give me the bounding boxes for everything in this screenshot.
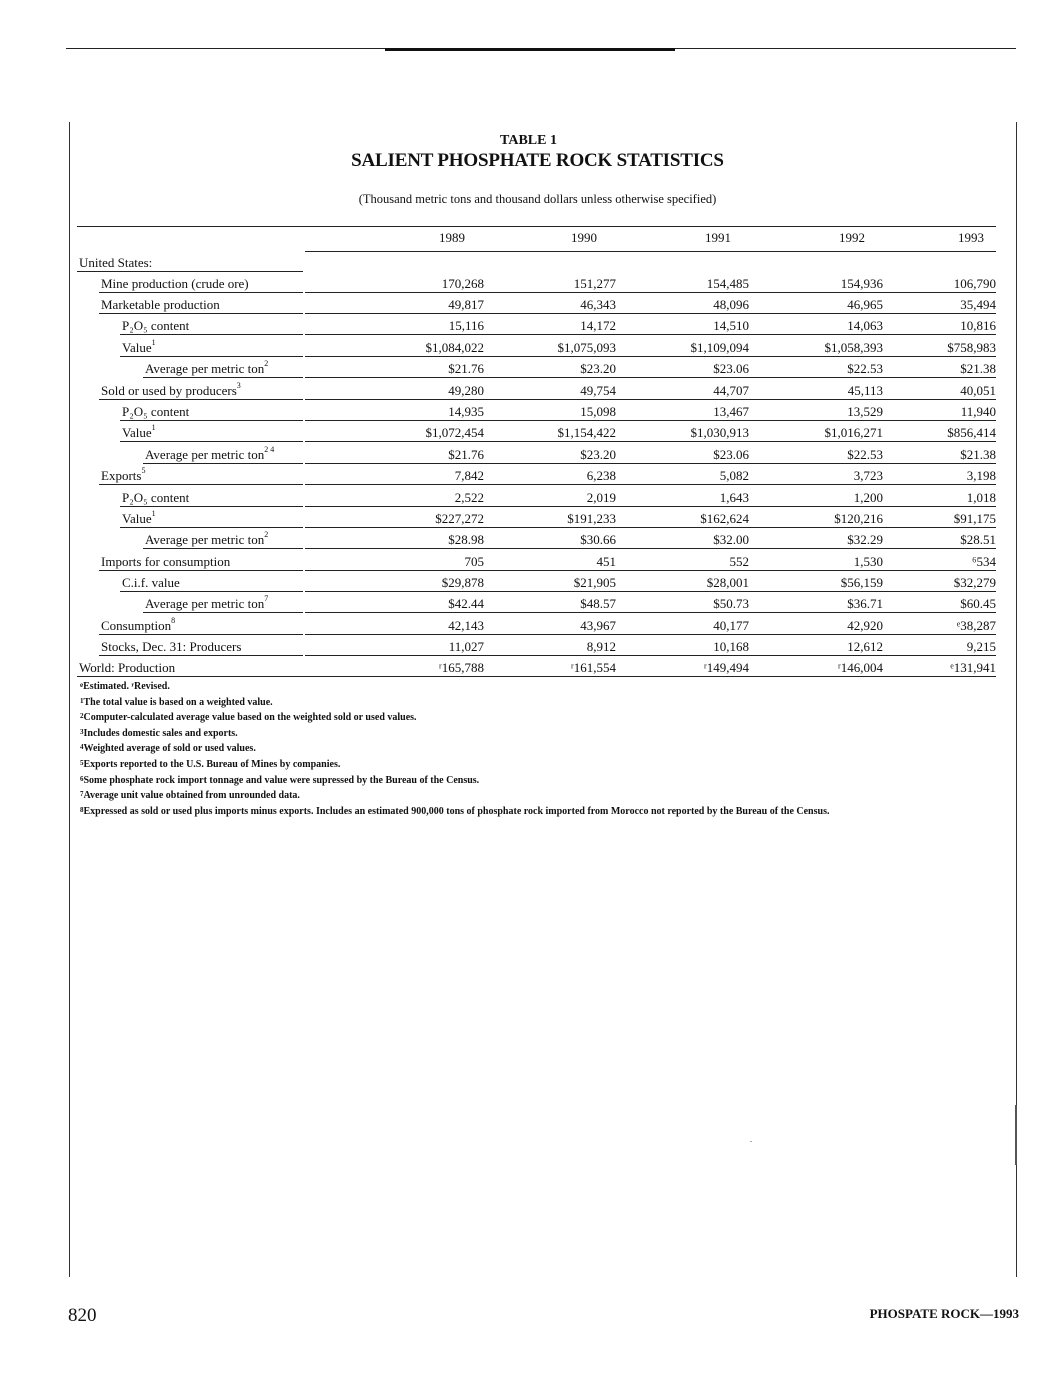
table-row bbox=[77, 550, 996, 571]
footnote-mark: 3 bbox=[80, 727, 84, 736]
cell-value: 1,200 bbox=[853, 490, 883, 505]
row-label: P₂O₅ content bbox=[122, 404, 190, 419]
footnote-ref: 2 bbox=[264, 530, 269, 539]
cell-value: $91,175 bbox=[953, 511, 996, 526]
table-row bbox=[77, 357, 996, 378]
cell-value: 9,215 bbox=[966, 639, 996, 654]
table-row bbox=[77, 592, 996, 613]
footnote-mark: 1 bbox=[80, 696, 84, 705]
cell-value: 46,343 bbox=[580, 297, 616, 312]
row-label: P₂O₅ content bbox=[122, 318, 190, 333]
cell-value: ʳ161,554 bbox=[570, 660, 616, 675]
footnote-text: Expressed as sold or used plus imports minus exports. Includes an estimated 900,000 tons of phosphate rock imported from Morocco not reported by the Bureau of the Census. bbox=[83, 805, 830, 817]
footnote bbox=[80, 710, 829, 726]
cell-value: 170,268 bbox=[441, 276, 484, 291]
cell-value: 15,098 bbox=[580, 404, 616, 419]
cell-value: 14,935 bbox=[448, 404, 484, 419]
footnote-mark: 8 bbox=[80, 805, 84, 814]
cell-value: 49,754 bbox=[580, 383, 616, 398]
cell-value: 49,280 bbox=[448, 383, 484, 398]
cell-value: 151,277 bbox=[573, 276, 616, 291]
footnote-ref: 1 bbox=[151, 423, 156, 432]
footnote bbox=[80, 788, 829, 804]
cell-value: $1,030,913 bbox=[690, 425, 749, 440]
cell-value: 14,063 bbox=[847, 318, 883, 333]
table-row bbox=[77, 528, 996, 549]
cell-value: 42,920 bbox=[847, 618, 883, 633]
cell-value: 10,168 bbox=[713, 639, 749, 654]
cell-value: $856,414 bbox=[947, 425, 996, 440]
table-row bbox=[77, 336, 996, 357]
footnote-mark: 4 bbox=[80, 743, 84, 752]
cell-value: 1,018 bbox=[966, 490, 996, 505]
row-label: World: Production bbox=[79, 660, 176, 675]
cell-value: 42,143 bbox=[448, 618, 484, 633]
footnote-ref: 2 4 bbox=[264, 445, 275, 454]
footnote-text: Estimated. ʳRevised. bbox=[83, 681, 170, 692]
cell-value: 1,643 bbox=[719, 490, 749, 505]
header-rule-accent bbox=[385, 48, 675, 51]
footnote-ref: 3 bbox=[236, 381, 241, 390]
cell-value: ʳ165,788 bbox=[438, 660, 484, 675]
cell-value: 14,510 bbox=[713, 318, 749, 333]
footnote-text: Some phosphate rock import tonnage and value were supressed by the Bureau of the Census. bbox=[83, 774, 480, 786]
table-row bbox=[77, 421, 996, 442]
row-label: Consumption$^8$ bbox=[101, 616, 176, 633]
cell-value: $1,016,271 bbox=[824, 425, 883, 440]
footnote bbox=[80, 726, 829, 742]
cell-value: 451 bbox=[596, 554, 616, 569]
cell-value: $21.38 bbox=[960, 447, 996, 462]
cell-value: 40,051 bbox=[960, 383, 996, 398]
row-label: Marketable production bbox=[101, 297, 220, 312]
footnote bbox=[80, 757, 829, 773]
cell-value: 10,816 bbox=[960, 318, 996, 333]
cell-value: 705 bbox=[464, 554, 484, 569]
footnote-text: Includes domestic sales and exports. bbox=[83, 727, 238, 739]
footnote bbox=[80, 695, 829, 711]
footnote-mark: 6 bbox=[80, 774, 84, 783]
cell-value: $191,233 bbox=[567, 511, 616, 526]
cell-value: $162,624 bbox=[700, 511, 749, 526]
table-row bbox=[77, 464, 996, 485]
footnote-ref: 2 bbox=[264, 359, 269, 368]
cell-value: 11,940 bbox=[960, 404, 996, 419]
row-label: Average per metric ton$^2$ bbox=[145, 359, 269, 376]
footnote-text: The total value is based on a weighted value. bbox=[83, 696, 273, 708]
cell-value: 7,842 bbox=[454, 468, 484, 483]
footnote-mark: 5 bbox=[80, 758, 84, 767]
table-row bbox=[77, 571, 996, 592]
cell-value: $21.76 bbox=[448, 361, 484, 376]
cell-value: ᵉ38,287 bbox=[956, 618, 996, 633]
footnote-mark: 2 bbox=[80, 712, 84, 721]
table-row bbox=[77, 379, 996, 400]
table-subtitle: (Thousand metric tons and thousand dollars unless otherwise specified) bbox=[358, 192, 717, 206]
cell-value: $227,272 bbox=[435, 511, 484, 526]
row-label: C.i.f. value bbox=[122, 575, 180, 590]
table-top-rule bbox=[77, 226, 996, 227]
cell-value: $32,279 bbox=[953, 575, 996, 590]
cell-value: 2,019 bbox=[586, 490, 616, 505]
row-label: Average per metric ton$^2$ bbox=[145, 530, 269, 547]
footnote-ref: 1 bbox=[151, 509, 156, 518]
cell-value: 154,485 bbox=[706, 276, 749, 291]
cell-value: 13,529 bbox=[847, 404, 883, 419]
row-label: Mine production (crude ore) bbox=[101, 276, 249, 291]
cell-value: $28,001 bbox=[706, 575, 749, 590]
cell-value: $22.53 bbox=[847, 447, 883, 462]
cell-value: $23.20 bbox=[580, 447, 616, 462]
cell-value: $28.98 bbox=[448, 532, 484, 547]
year-header: 1992 bbox=[839, 230, 865, 245]
table-row bbox=[77, 293, 996, 314]
cell-value: ᵉ131,941 bbox=[950, 660, 996, 675]
cell-value: $30.66 bbox=[580, 532, 616, 547]
cell-value: 45,113 bbox=[847, 383, 883, 398]
running-head: PHOSPATE ROCK—1993 bbox=[869, 1306, 1019, 1321]
row-label: P₂O₅ content bbox=[122, 490, 190, 505]
table-title: SALIENT PHOSPHATE ROCK STATISTICS bbox=[351, 150, 724, 171]
cell-value: $29,878 bbox=[441, 575, 484, 590]
table-row bbox=[77, 614, 996, 635]
footnote-text: Average unit value obtained from unrounded data. bbox=[83, 790, 300, 802]
table-row bbox=[77, 251, 996, 272]
cell-value: 43,967 bbox=[580, 618, 616, 633]
cell-value: 2,522 bbox=[454, 490, 484, 505]
year-header: 1989 bbox=[439, 230, 465, 245]
cell-value: $56,159 bbox=[840, 575, 883, 590]
table-row bbox=[77, 486, 996, 507]
cell-value: $1,154,422 bbox=[557, 425, 616, 440]
cell-value: $28.51 bbox=[960, 532, 996, 547]
table-row bbox=[77, 635, 996, 656]
footnote-mark: e bbox=[80, 681, 84, 689]
cell-value: $42.44 bbox=[448, 596, 484, 611]
cell-value: 12,612 bbox=[847, 639, 883, 654]
table-row bbox=[77, 507, 996, 528]
table-number: TABLE 1 bbox=[500, 133, 557, 148]
scan-speck bbox=[750, 1141, 752, 1142]
cell-value: $21.38 bbox=[960, 361, 996, 376]
cell-value: 49,817 bbox=[448, 297, 484, 312]
cell-value: $60.45 bbox=[960, 596, 996, 611]
year-header: 1990 bbox=[571, 230, 597, 245]
row-label: Stocks, Dec. 31: Producers bbox=[101, 639, 242, 654]
row-label: Average per metric ton$^7$ bbox=[145, 594, 269, 611]
row-label: United States: bbox=[79, 255, 153, 270]
cell-value: 6,238 bbox=[586, 468, 616, 483]
cell-value: $23.06 bbox=[713, 361, 749, 376]
cell-value: 48,096 bbox=[713, 297, 749, 312]
footnote-ref: 1 bbox=[151, 338, 156, 347]
cell-value: $120,216 bbox=[834, 511, 883, 526]
cell-value: 552 bbox=[729, 554, 749, 569]
year-header: 1993 bbox=[958, 230, 984, 245]
row-label: Sold or used by producers$^3$ bbox=[101, 381, 241, 398]
cell-value: 154,936 bbox=[840, 276, 883, 291]
left-margin-line bbox=[69, 122, 70, 1277]
cell-value: $48.57 bbox=[580, 596, 616, 611]
cell-value: ⁶534 bbox=[971, 554, 996, 569]
cell-value: $22.53 bbox=[847, 361, 883, 376]
footnote-text: Computer-calculated average value based on the weighted sold or used values. bbox=[83, 712, 417, 724]
cell-value: 44,707 bbox=[713, 383, 749, 398]
cell-value: $1,072,454 bbox=[425, 425, 484, 440]
cell-value: 106,790 bbox=[953, 276, 996, 291]
footnote-text: Exports reported to the U.S. Bureau of Mines by companies. bbox=[83, 758, 341, 770]
table-row bbox=[77, 656, 996, 677]
cell-value: 3,198 bbox=[966, 468, 996, 483]
cell-value: 8,912 bbox=[586, 639, 616, 654]
cell-value: $50.73 bbox=[713, 596, 749, 611]
footnote bbox=[80, 741, 829, 757]
cell-value: $32.00 bbox=[713, 532, 749, 547]
footnote-text: Weighted average of sold or used values. bbox=[83, 743, 256, 755]
row-label: Value$^1$ bbox=[122, 423, 156, 440]
footnote-ref: 8 bbox=[171, 616, 176, 625]
table-row bbox=[77, 443, 996, 464]
cell-value: 11,027 bbox=[448, 639, 484, 654]
cell-value: $1,058,393 bbox=[824, 340, 883, 355]
cell-value: ʳ149,494 bbox=[703, 660, 749, 675]
row-label: Value$^1$ bbox=[122, 509, 156, 526]
cell-value: $1,109,094 bbox=[690, 340, 749, 355]
cell-value: 35,494 bbox=[960, 297, 996, 312]
cell-value: $758,983 bbox=[947, 340, 996, 355]
cell-value: $21.76 bbox=[448, 447, 484, 462]
footnote-mark: 7 bbox=[80, 790, 84, 799]
cell-value: 1,530 bbox=[853, 554, 883, 569]
cell-value: $23.06 bbox=[713, 447, 749, 462]
right-margin-mark bbox=[1015, 1105, 1017, 1165]
table-row bbox=[77, 314, 996, 335]
cell-value: $23.20 bbox=[580, 361, 616, 376]
cell-value: 5,082 bbox=[719, 468, 749, 483]
cell-value: 15,116 bbox=[448, 318, 484, 333]
year-header: 1991 bbox=[705, 230, 731, 245]
table-bottom-rule bbox=[77, 676, 996, 677]
cell-value: $36.71 bbox=[847, 596, 883, 611]
footnote bbox=[80, 679, 829, 695]
footnote-ref: 5 bbox=[141, 466, 146, 475]
table-row bbox=[77, 400, 996, 421]
cell-value: 40,177 bbox=[713, 618, 749, 633]
footnote bbox=[80, 804, 829, 820]
right-margin-line bbox=[1016, 122, 1017, 1277]
row-label: Average per metric ton$^{2 4}$ bbox=[145, 445, 275, 462]
row-label: Exports$^5$ bbox=[101, 466, 146, 483]
cell-value: ʳ146,004 bbox=[837, 660, 883, 675]
page-number: 820 bbox=[68, 1305, 97, 1326]
footnote-ref: 7 bbox=[264, 594, 269, 603]
cell-value: 13,467 bbox=[713, 404, 749, 419]
cell-value: $32.29 bbox=[847, 532, 883, 547]
cell-value: 46,965 bbox=[847, 297, 883, 312]
cell-value: $1,075,093 bbox=[557, 340, 616, 355]
footnotes bbox=[80, 679, 829, 819]
row-label: Value$^1$ bbox=[122, 338, 156, 355]
cell-value: 3,723 bbox=[853, 468, 883, 483]
cell-value: $1,084,022 bbox=[425, 340, 484, 355]
footnote bbox=[80, 773, 829, 789]
table-row bbox=[77, 272, 996, 293]
row-label: Imports for consumption bbox=[101, 554, 231, 569]
cell-value: 14,172 bbox=[580, 318, 616, 333]
cell-value: $21,905 bbox=[573, 575, 616, 590]
